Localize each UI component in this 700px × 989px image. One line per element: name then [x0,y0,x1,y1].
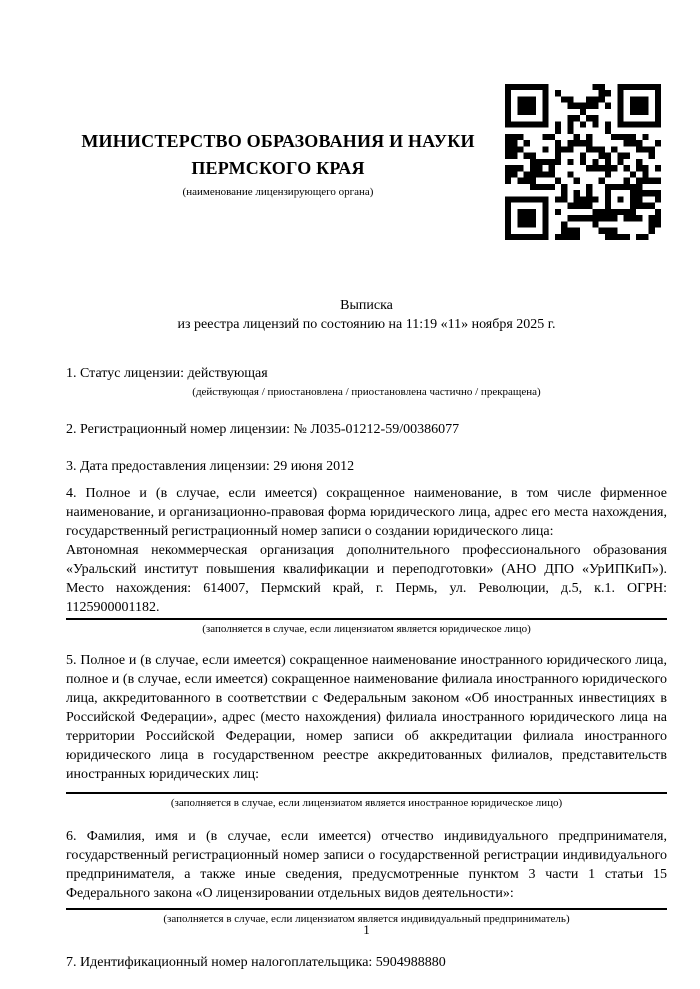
licensing-authority-caption: (наименование лицензирующего органа) [182,186,374,198]
registration-number-text: 2. Регистрационный номер лицензии: № Л035-01212-59/00386077 [66,422,460,437]
blank-underline [66,903,667,910]
item-individual-entrepreneur [66,827,667,927]
item-grant-date [66,457,667,476]
foreign-entity-label: 5. Полное и (в случае, если имеется) сокращенное наименование иностранного юридического лица, полное и (в случае, если имеется) сокращенное наименование филиала иностранного юридического лица, аккредитованного в соответствии с Федеральным законом «Об иностранных инвестициях в Российской Федерации», адрес (место нахождения) филиала иностранного юридического лица на территории Российской Федерации, номер записи об аккредитации филиала иностранного юридического лица в государственном реестре аккредитованных филиалов, представительств иностранных юридических лиц: [66,653,667,782]
license-status-text: 1. Статус лицензии: действующая [66,366,268,381]
legal-entity-label: 4. Полное и (в случае, если имеется) сокращенное наименование, в том числе фирменное наименование, и организационно-правовая форма юридического лица, адрес его места нахождения, государственный регистрационный номер записи о создании юридического лица: [66,486,667,539]
legal-entity-block [66,484,667,620]
blank-underline [66,784,667,794]
taxpayer-number-text: 7. Идентификационный номер налогоплательщика: 5904988880 [66,955,446,970]
license-status-caption: (действующая / приостановлена / приостановлена частично / прекращена) [192,386,541,398]
document-body [66,296,667,972]
grant-date-text: 3. Дата предоставления лицензии: 29 июня 2012 [66,459,355,474]
item-license-status [66,364,667,400]
legal-entity-value: Автономная некоммерческая организация дополнительного профессионального образования «Уральский институт повышения квалификации и переподготовки» (АНО ДПО «УрИПКиП»). Место нахождения: 614007, Пермский край, г. Пермь, ул. Революции, д.5, к.1. ОГРН: 1125900001182. [66,543,667,615]
legal-entity-caption: (заполняется в случае, если лицензиатом является юридическое лицо) [202,623,531,635]
licensing-authority-header [66,128,490,199]
ministry-name-line1: МИНИСТЕРСТВО ОБРАЗОВАНИЯ И НАУКИ [81,131,475,151]
item-foreign-entity [66,651,667,811]
document-title-line2: из реестра лицензий по состоянию на 11:19 «11» ноября 2025 г. [177,317,556,332]
item-registration-number [66,420,667,439]
ministry-name-line2: ПЕРМСКОГО КРАЯ [191,158,365,178]
item-taxpayer-number [66,953,667,972]
qr-code-image [505,84,661,240]
document-title-line1: Выписка [340,298,393,313]
document-title [66,296,667,334]
foreign-entity-caption: (заполняется в случае, если лицензиатом является иностранное юридическое лицо) [170,797,563,809]
page-number: 1 [363,922,370,937]
individual-entrepreneur-caption: (заполняется в случае, если лицензиатом является индивидуальный предприниматель) [163,913,570,925]
individual-entrepreneur-label: 6. Фамилия, имя и (в случае, если имеется) отчество индивидуального предпринимателя, государственный регистрационный номер записи о государственной регистрации индивидуального предпринимателя, а также иные сведения, предусмотренные пунктом 3 части 1 статьи 15 Федерального закона «О лицензировании отдельных видов деятельности»: [66,829,667,901]
qr-code [505,84,661,240]
item-legal-entity [66,484,667,637]
